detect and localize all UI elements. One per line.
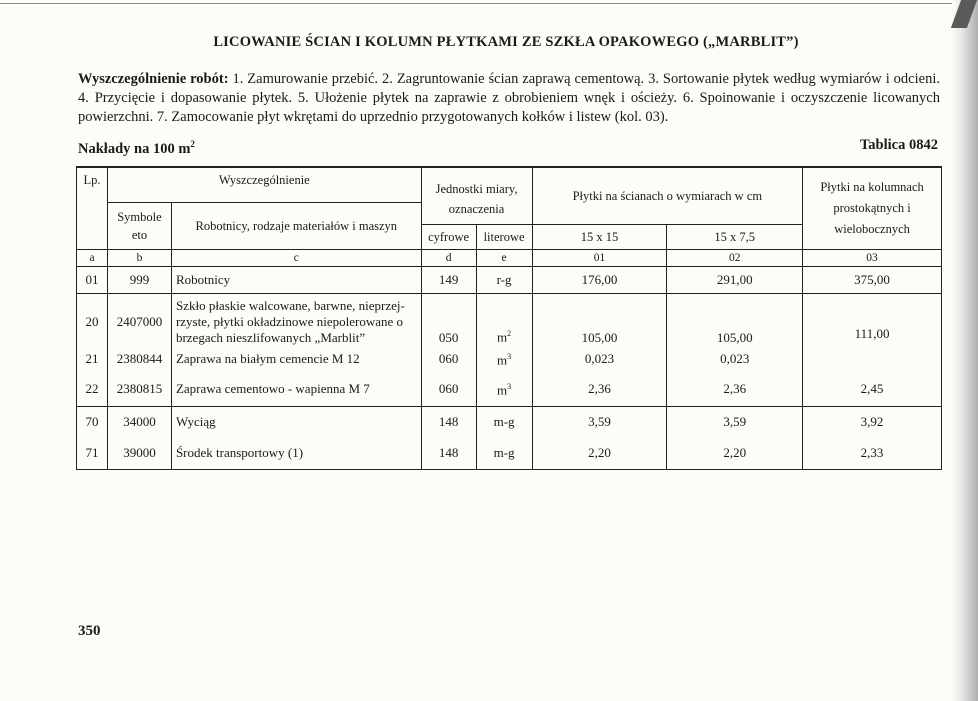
page-binding-edge	[952, 0, 978, 701]
row-col03: 111,00	[803, 293, 942, 346]
inputs-per-unit-sup: 2	[190, 139, 195, 149]
row-literowe	[476, 346, 532, 372]
row-col02: 0,023	[667, 346, 803, 372]
row-cyfrowe: 050	[421, 293, 476, 346]
row-cyfrowe: 148	[421, 406, 476, 437]
row-literowe-text: m	[496, 329, 508, 345]
row-literowe	[476, 293, 532, 346]
row-name: Zaprawa na białym cemencie M 12	[171, 346, 421, 372]
index-03: 03	[803, 249, 942, 266]
row-col03: 375,00	[803, 266, 942, 293]
row-name: Środek transportowy (1)	[171, 437, 421, 470]
row-name: Robotnicy	[171, 266, 421, 293]
inputs-per-unit-text: Nakłady na 100 m	[78, 140, 191, 157]
row-col02: 2,36	[667, 372, 803, 407]
row-lp: 21	[77, 346, 108, 372]
row-col02: 2,20	[667, 437, 803, 470]
table-row	[77, 406, 942, 437]
row-col01: 105,00	[532, 293, 667, 346]
row-col01: 2,36	[532, 372, 667, 407]
page-title: LICOWANIE ŚCIAN I KOLUMN PŁYTKAMI ZE SZKŁA OPAKOWEGO („MARBLIT”)	[213, 34, 799, 50]
table-row	[77, 437, 942, 470]
row-literowe-sup: 2	[507, 328, 512, 338]
row-symbol: 34000	[107, 406, 171, 437]
row-symbol: 39000	[107, 437, 171, 470]
scan-edge-line	[0, 3, 958, 4]
table-row	[77, 372, 942, 407]
table-row	[77, 346, 942, 372]
row-col03: 3,92	[803, 406, 942, 437]
row-col02: 291,00	[667, 266, 803, 293]
table-row	[77, 293, 942, 346]
row-cyfrowe: 148	[421, 437, 476, 470]
row-literowe-sup: 3	[507, 351, 512, 361]
header-plytki-kolumny: Płytki na kolumnach prostokątnych i wielobocznych	[803, 167, 942, 249]
row-col01: 3,59	[532, 406, 667, 437]
cost-table	[76, 166, 942, 470]
header-jednostki: Jednostki miary, oznaczenia	[421, 167, 532, 225]
index-d: d	[421, 249, 476, 266]
work-description	[78, 70, 940, 127]
row-symbol: 999	[107, 266, 171, 293]
row-col03	[803, 346, 942, 372]
row-literowe-text: m	[496, 382, 508, 398]
row-lp: 22	[77, 372, 108, 407]
page-number: 350	[78, 623, 101, 639]
table-number: Tablica 0842	[859, 137, 938, 153]
table-row	[77, 266, 942, 293]
index-b: b	[107, 249, 171, 266]
work-description-text: 1. Zamurowanie przebić. 2. Zagruntowanie ścian zaprawą cementową. 3. Sortowanie płytek według wymiarów i odcieni. 4. Przycięcie i dopasowanie płytek. 5. Ułożenie płytek na zaprawie z obrobieniem wnęk i ościeży. 6. Spoinowanie i oczyszczenie licowanych powierzchni. 7. Zamocowanie płyt wkrętami do uprzednio przygotowanych kołków i listew (kol. 03).	[78, 71, 940, 125]
index-01: 01	[532, 249, 667, 266]
row-col03: 2,33	[803, 437, 942, 470]
index-c: c	[171, 249, 421, 266]
row-lp: 01	[77, 266, 108, 293]
row-literowe-text: m	[496, 352, 508, 368]
row-symbol: 2380815	[107, 372, 171, 407]
row-literowe: r-g	[476, 266, 532, 293]
row-name: Szkło płaskie walcowane, barwne, nieprzej-rzyste, płytki okładzinowe niepolerowane o brzegach nieszlifowanych „Marblit”	[171, 293, 421, 346]
row-literowe: m-g	[476, 437, 532, 470]
row-col02: 3,59	[667, 406, 803, 437]
row-symbol: 2407000	[107, 293, 171, 346]
row-col01: 2,20	[532, 437, 667, 470]
row-literowe-sup: 3	[507, 381, 512, 391]
index-02: 02	[667, 249, 803, 266]
row-symbol: 2380844	[107, 346, 171, 372]
header-wyszczegolnienie: Wyszczególnienie	[107, 167, 421, 203]
page-corner-mark	[951, 0, 977, 28]
header-cyfrowe: cyfrowe	[421, 225, 476, 250]
row-col01: 0,023	[532, 346, 667, 372]
row-lp: 71	[77, 437, 108, 470]
header-lp-empty	[77, 225, 108, 250]
row-cyfrowe: 060	[421, 372, 476, 407]
row-col03: 2,45	[803, 372, 942, 407]
row-name: Zaprawa cementowo - wapienna M 7	[171, 372, 421, 407]
row-cyfrowe: 149	[421, 266, 476, 293]
row-name: Wyciąg	[171, 406, 421, 437]
inputs-per-unit-label	[78, 139, 195, 158]
work-description-lead: Wyszczególnienie robót:	[78, 71, 229, 87]
header-symbole: Symbole eto	[107, 203, 171, 250]
header-lp: Lp.	[77, 167, 108, 225]
header-wym1: 15 x 15	[532, 225, 667, 250]
index-a: a	[77, 249, 108, 266]
row-literowe: m-g	[476, 406, 532, 437]
row-col01: 176,00	[532, 266, 667, 293]
index-e: e	[476, 249, 532, 266]
row-lp: 70	[77, 406, 108, 437]
header-wym2: 15 x 7,5	[667, 225, 803, 250]
row-col02: 105,00	[667, 293, 803, 346]
header-literowe: literowe	[476, 225, 532, 250]
row-lp: 20	[77, 293, 108, 346]
header-plytki-sciany: Płytki na ścianach o wymiarach w cm	[532, 167, 803, 225]
row-literowe	[476, 372, 532, 407]
row-cyfrowe: 060	[421, 346, 476, 372]
header-robotnicy: Robotnicy, rodzaje materiałów i maszyn	[171, 203, 421, 250]
